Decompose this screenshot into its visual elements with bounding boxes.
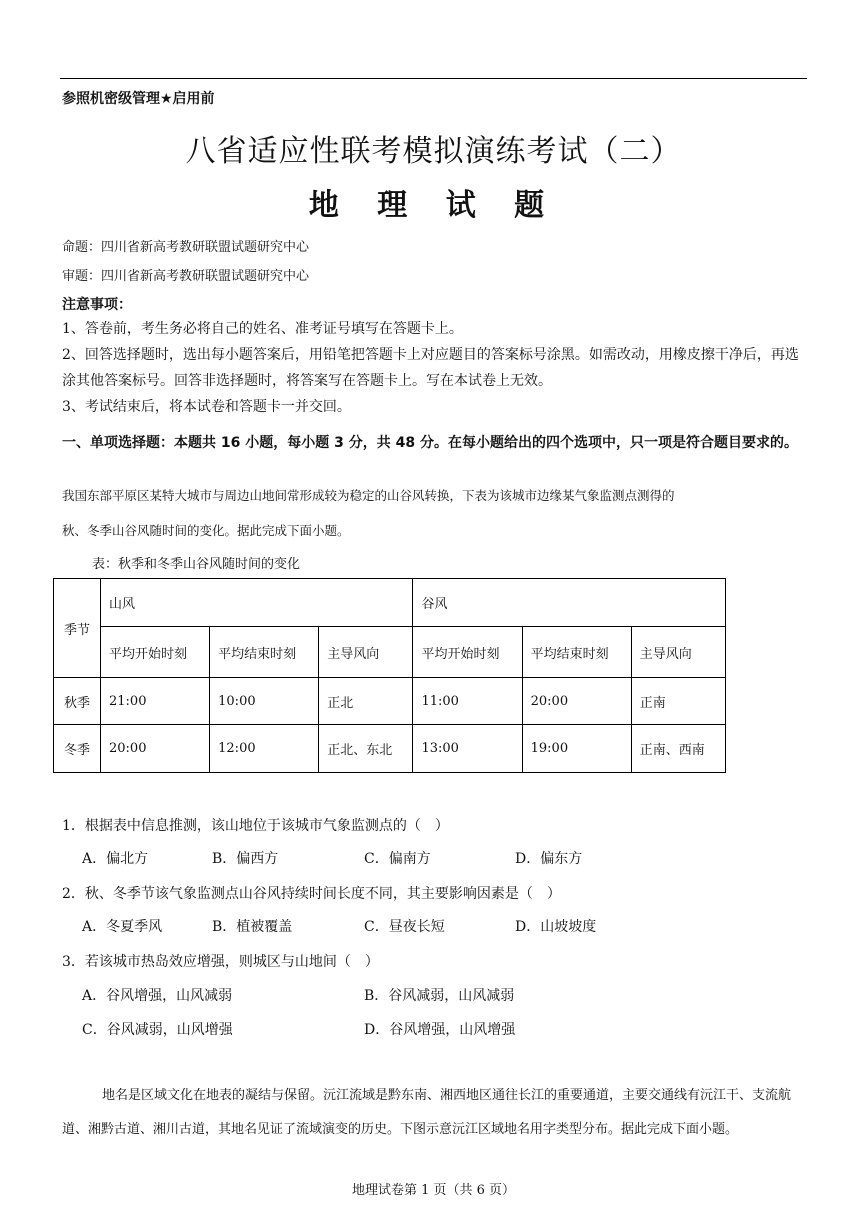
header-rule xyxy=(60,78,807,79)
table-cell: 10:00 xyxy=(210,678,319,725)
confidentiality-label: 参照机密级管理★启用前 xyxy=(62,91,215,107)
question-option: A．偏北方 xyxy=(82,851,149,867)
col-header: 平均开始时刻 xyxy=(413,627,522,678)
table-cell: 12:00 xyxy=(210,725,319,773)
question-stem: 1．根据表中信息推测，该山地位于该城市气象监测点的（ ） xyxy=(62,818,449,834)
group-header-valley: 谷风 xyxy=(413,579,726,627)
table-cell: 正北、东北 xyxy=(319,725,413,773)
wind-table xyxy=(53,578,726,773)
table-cell: 11:00 xyxy=(413,678,522,725)
question-option: B．植被覆盖 xyxy=(212,919,293,935)
page-footer: 地理试卷第 1 页（共 6 页） xyxy=(351,1183,516,1198)
table-cell: 正南 xyxy=(631,678,725,725)
table-row xyxy=(54,725,726,773)
question-option: C．谷风减弱，山风增强 xyxy=(82,1022,233,1038)
season-header: 季节 xyxy=(54,579,101,678)
col-header: 主导风向 xyxy=(319,627,413,678)
intro-line: 我国东部平原区某特大城市与周边山地间常形成较为稳定的山谷风转换，下表为该城市边缘某气象监测点测得的 xyxy=(62,488,675,503)
setter-line: 命题：四川省新高考教研联盟试题研究中心 xyxy=(62,240,310,255)
table-caption: 表：秋季和冬季山谷风随时间的变化 xyxy=(92,557,301,572)
question-option: A．谷风增强，山风减弱 xyxy=(82,988,233,1004)
table-cell: 21:00 xyxy=(101,678,210,725)
col-header: 平均开始时刻 xyxy=(101,627,210,678)
question-option: D．山坡坡度 xyxy=(515,919,597,935)
question-option: D．偏东方 xyxy=(515,851,583,867)
question-stem: 3．若该城市热岛效应增强，则城区与山地间（ ） xyxy=(62,954,379,970)
exam-title: 八省适应性联考模拟演练考试（二） xyxy=(185,134,682,169)
table-cell: 正北 xyxy=(319,678,413,725)
col-header: 主导风向 xyxy=(631,627,725,678)
notice-heading: 注意事项： xyxy=(62,297,132,313)
passage-paragraph: 地名是区域文化在地表的凝结与保留。沅江流域是黔东南、湘西地区通往长江的重要通道，主要交通线有沅江干、支流航道、湘黔古道、湘川古道，其地名见证了流域演变的历史。下图示意沅江区域地名用字类型分布。据此完成下面小题。 xyxy=(62,1088,792,1137)
col-header: 平均结束时刻 xyxy=(522,627,631,678)
intro-line: 秋、冬季山谷风随时间的变化。据此完成下面小题。 xyxy=(62,523,350,538)
question-option: C．昼夜长短 xyxy=(364,919,445,935)
row-season: 冬季 xyxy=(54,725,101,773)
table-cell: 13:00 xyxy=(413,725,522,773)
row-season: 秋季 xyxy=(54,678,101,725)
notice-item: 2、回答选择题时，选出每小题答案后，用铅笔把答题卡上对应题目的答案标号涂黑。如需改动，用橡皮擦干净后，再选涂其他答案标号。回答非选择题时，将答案写在答题卡上。写在本试卷上无效。 xyxy=(62,347,799,389)
notice-item: 1、答卷前，考生务必将自己的姓名、准考证号填写在答题卡上。 xyxy=(62,321,463,337)
reviewer-line: 审题：四川省新高考教研联盟试题研究中心 xyxy=(62,269,310,284)
col-header: 平均结束时刻 xyxy=(210,627,319,678)
group-header-mountain: 山风 xyxy=(101,579,413,627)
question-option: B．谷风减弱，山风减弱 xyxy=(364,988,515,1004)
table-cell: 正南、西南 xyxy=(631,725,725,773)
table-cell: 20:00 xyxy=(101,725,210,773)
notice-item: 3、考试结束后，将本试卷和答题卡一并交回。 xyxy=(62,399,351,415)
table-cell: 19:00 xyxy=(522,725,631,773)
question-stem: 2．秋、冬季节该气象监测点山谷风持续时间长度不同，其主要影响因素是（ ） xyxy=(62,886,561,902)
table-cell: 20:00 xyxy=(522,678,631,725)
question-option: D．谷风增强，山风增强 xyxy=(364,1022,516,1038)
table-row xyxy=(54,678,726,725)
question-option: C．偏南方 xyxy=(364,851,431,867)
section-heading: 一、单项选择题：本题共 16 小题，每小题 3 分，共 48 分。在每小题给出的四个选项中，只一项是符合题目要求的。 xyxy=(62,435,798,451)
question-option: B．偏西方 xyxy=(212,851,279,867)
question-option: A．冬夏季风 xyxy=(82,919,163,935)
subject-title: 地 理 试 题 xyxy=(308,188,559,223)
